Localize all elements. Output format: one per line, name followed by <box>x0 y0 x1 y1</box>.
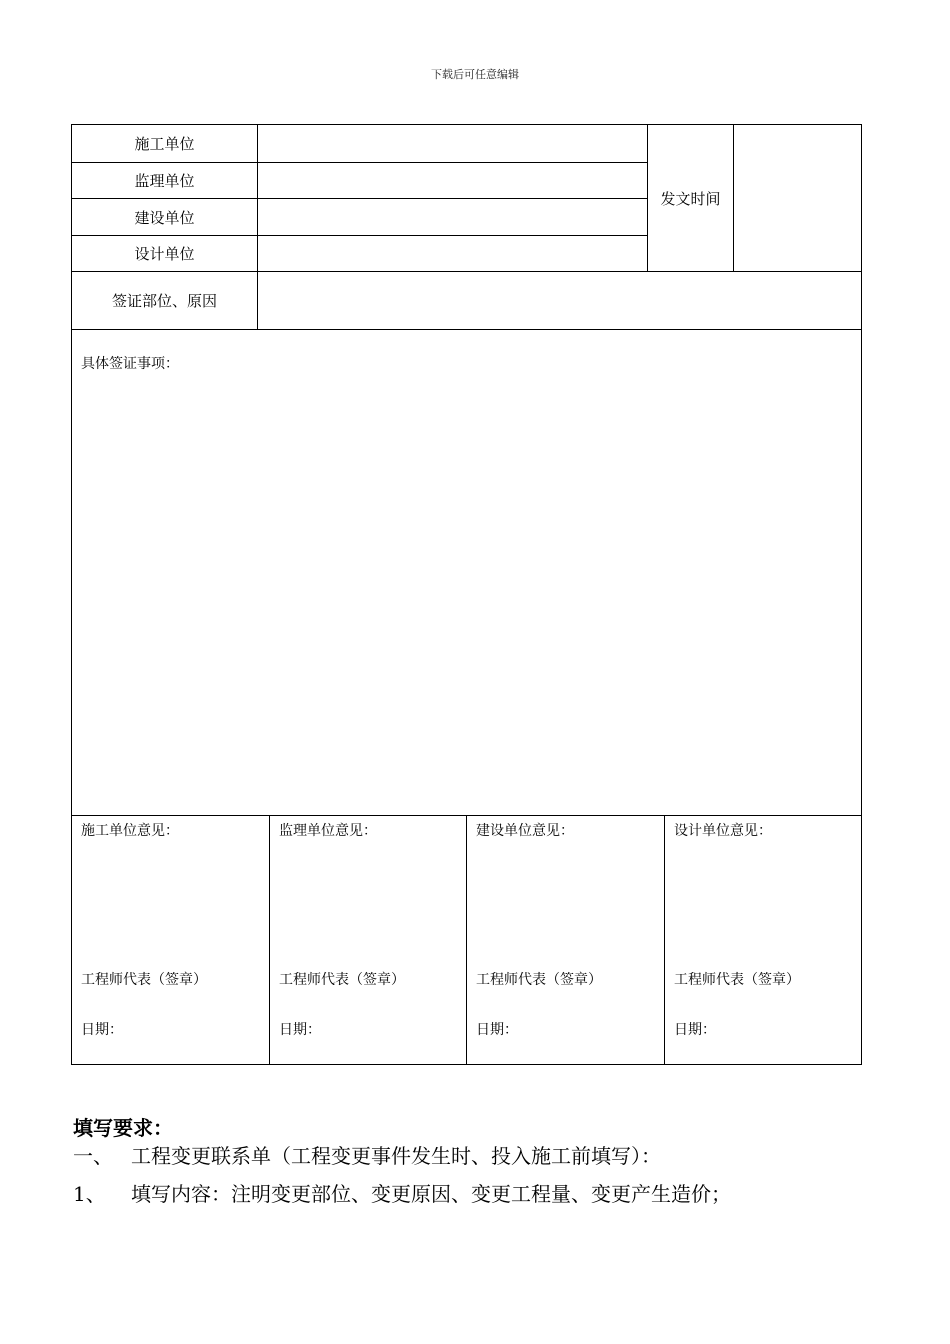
visa-form-table <box>71 124 862 1065</box>
unit-label-design: 设计单位 <box>134 245 195 263</box>
col-divider <box>733 125 734 272</box>
unit-label-supervision: 监理单位 <box>134 172 195 190</box>
opinion-date: 日期： <box>81 1022 123 1038</box>
instruction-number: 1、 <box>73 1182 106 1206</box>
engineer-signature: 工程师代表（签章） <box>476 972 602 988</box>
opinion-date: 日期： <box>279 1022 321 1038</box>
engineer-signature: 工程师代表（签章） <box>81 972 207 988</box>
opinion-title: 施工单位意见： <box>81 823 179 839</box>
unit-label-construction: 施工单位 <box>134 135 195 153</box>
opinion-date: 日期： <box>476 1022 518 1038</box>
issue-time-label: 发文时间 <box>660 189 721 208</box>
col-divider <box>664 815 665 1064</box>
instruction-item <box>73 1140 661 1169</box>
col-divider <box>257 125 258 329</box>
header-note: 下载后可任意编辑 <box>431 68 519 81</box>
col-divider <box>269 815 270 1064</box>
opinion-date: 日期： <box>674 1022 716 1038</box>
engineer-signature: 工程师代表（签章） <box>279 972 405 988</box>
instruction-text: 填写内容：注明变更部位、变更原因、变更工程量、变更产生造价； <box>131 1182 731 1206</box>
instructions-title: 填写要求： <box>73 1116 173 1140</box>
engineer-signature: 工程师代表（签章） <box>674 972 800 988</box>
details-label: 具体签证事项： <box>81 356 179 372</box>
opinion-title: 建设单位意见： <box>476 823 574 839</box>
instruction-text: 工程变更联系单（工程变更事件发生时、投入施工前填写）： <box>131 1144 661 1168</box>
col-divider <box>466 815 467 1064</box>
unit-label-owner: 建设单位 <box>134 208 195 227</box>
opinion-title: 设计单位意见： <box>674 823 772 839</box>
location-reason-label: 签证部位、原因 <box>111 292 217 310</box>
instruction-number: 一、 <box>73 1144 113 1168</box>
opinion-title: 监理单位意见： <box>279 823 377 839</box>
row-divider <box>72 329 861 330</box>
instruction-item <box>73 1178 731 1207</box>
